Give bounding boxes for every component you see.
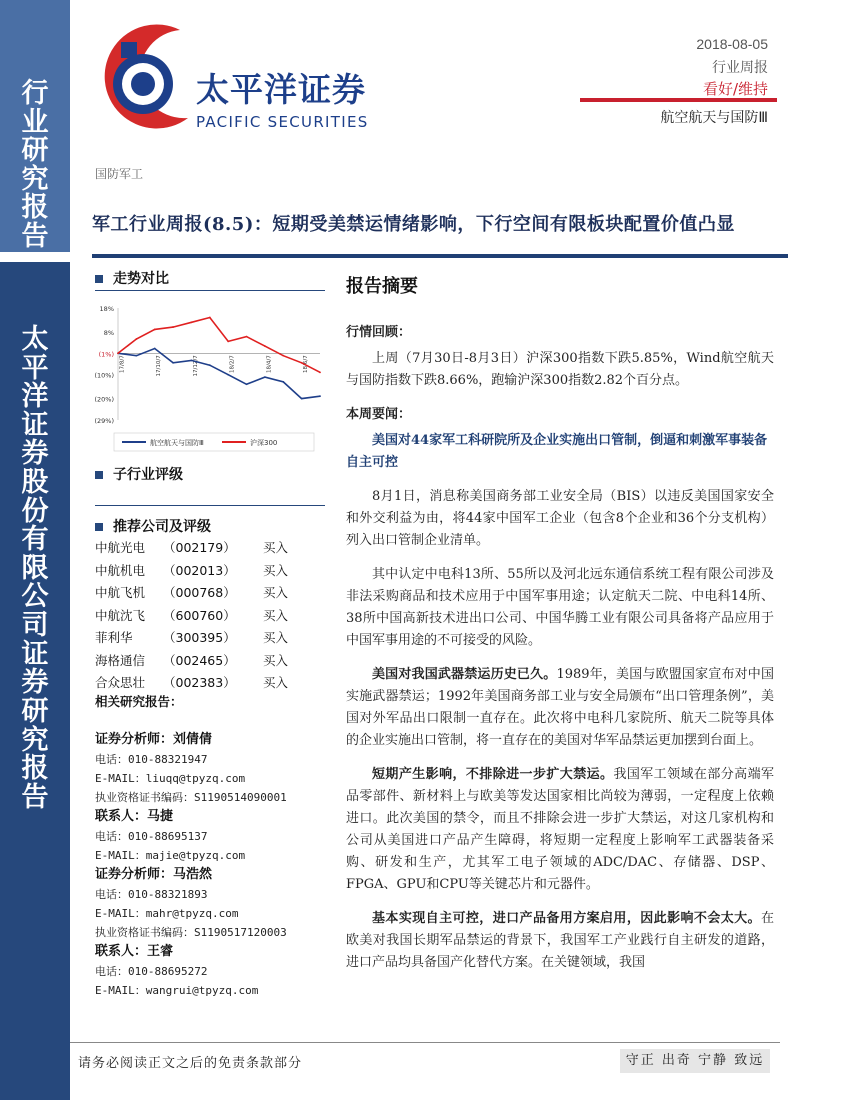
legend-label: 航空航天与国防Ⅲ [150,439,204,447]
company-code: （002383） [163,675,236,690]
company-code: （002013） [163,562,236,578]
report-date: 2018-08-05 [696,36,768,52]
weekly-news-heading: 本周要闻： [346,407,412,422]
paragraph-3-body: 1989年，美国与欧盟国家宣布对中国实施武器禁运；1992年美国商务部工业与安全局颁布“出口管理条例”，美国对外军品出口限制一直存在。此次将中电科几家院所、航天二院等具体的企业实施出口管制，将一直存在的美国对华军品禁运更加摆到台面上。 [346,667,774,748]
contact-block [95,807,325,865]
sidebar-char: 行 [21,78,49,109]
series-point [135,355,137,357]
list-item [95,651,305,674]
sidebar-char: 有 [21,524,49,556]
x-tick-label: 18/6/7 [303,355,310,373]
company-rating: 买入 [263,607,289,623]
contact-name: 证券分析师：马浩然 [95,867,213,882]
list-item [95,628,305,651]
news-highlight: 美国对44家军工科研院所及企业实施出口管制，倒逼和刺激军事装备自主可控 [346,433,768,470]
report-title: 军工行业周报(8.5)：短期受美禁运情绪影响，下行空间有限板块配置价值凸显 [92,214,735,235]
company-code: （000768） [163,585,236,600]
series-point [191,360,193,362]
list-item [95,583,305,606]
logo-chinese-name: 太平洋证券 [196,70,366,109]
contact-line: 执业资格证书编码：S1190514090001 [95,791,287,804]
contact-line: 执业资格证书编码：S1190517120003 [95,926,287,939]
title-divider [92,254,788,258]
company-code: （600760） [163,607,236,623]
company-rating: 买入 [263,585,289,600]
news-paragraph-1: 8月1日，消息称美国商务部工业安全局（BIS）以违反美国国家安全和外交利益为由，将44家中国军工企业（包含8个企业和36个分支机构）列入出口管制企业清单。 [346,489,774,548]
sidebar-char: 股 [21,467,49,499]
sidebar-char: 太 [21,324,49,355]
series-point [246,336,248,338]
logo-emblem-icon [88,22,198,140]
market-review-heading: 行情回顾： [346,325,412,340]
series-line-0 [118,349,320,399]
series-point [282,355,284,357]
industry-rating: 看好/维持 [702,80,768,98]
trend-heading: 走势对比 [95,268,169,288]
x-tick-label: 18/4/7 [266,355,273,373]
y-tick-label: (10%) [94,371,114,380]
sidebar-char: 公 [21,581,49,613]
contact-name: 证券分析师：刘倩倩 [95,732,213,747]
company-name: 中航光电 [95,540,146,555]
company-rating: 买入 [263,675,289,690]
header-red-rule [580,98,777,102]
paragraph-4-body: 我国军工领域在部分高端军品零部件、新材料上与欧美等发达国家相比尚较为薄弱，一定程度上依赖进口。此次美国的禁令，而且不排除会进一步扩大禁运，对这几家机构和公司从美国进口产品产生障碍，将短期一定程度上影响军工武器装备采购、研发和生产，尤其军工电子领域的ADC/DAC、存储器、DSP、FPGA、GPU和CPU等关键芯片和元器件。 [346,767,774,892]
news-paragraph-4 [346,764,774,896]
market-review-text: 上周（7月30日-8月3日）沪深300指数下跌5.85%，Wind航空航天与国防指数下跌8.66%，跑输沪深300指数2.82个百分点。 [346,351,774,388]
y-tick-label: (20%) [94,395,114,404]
company-code: （300395） [163,630,236,645]
company-rating: 买入 [263,562,289,578]
logo-english-name: PACIFIC SECURITIES [196,113,369,131]
x-tick-label: 17/12/7 [192,355,199,377]
series-point [172,362,174,364]
company-name: 中航飞机 [95,585,146,600]
series-point [264,345,266,347]
sidebar-char: 证 [21,638,49,670]
series-point [301,362,303,364]
contact-line: 电话：010-88321893 [95,888,208,901]
report-type: 行业周报 [712,60,768,76]
company-name: 菲利华 [95,630,133,645]
list-item [95,538,305,561]
sidebar-char: 券 [21,438,49,470]
sidebar-char: 究 [21,724,49,756]
x-tick-label: 18/2/7 [229,355,236,373]
series-point [301,398,303,400]
contact-line: E-MAIL：liuqq@tpyzq.com [95,772,246,785]
y-tick-label: 18% [99,305,114,313]
company-name: 合众思壮 [95,675,146,690]
sidebar-char: 份 [21,495,49,527]
sidebar-char: 研 [21,135,49,167]
series-point [319,395,321,397]
series-point [209,364,211,366]
recommended-companies-list [95,538,305,696]
sidebar-char: 司 [21,610,49,642]
contact-line: E-MAIL：mahr@tpyzq.com [95,907,239,920]
series-point [117,352,119,354]
company-code: （002465） [163,652,236,668]
x-tick-label: 17/8/7 [119,355,126,373]
recommended-companies-heading: 推荐公司及评级 [95,516,211,536]
series-point [282,381,284,383]
trend-chart [92,300,328,460]
news-paragraph-3 [346,664,774,752]
contact-line: 电话：010-88321947 [95,753,208,766]
news-paragraph-5 [346,908,774,974]
series-point [264,376,266,378]
contact-block [95,942,325,1000]
series-point [209,317,211,319]
series-point [154,329,156,331]
sidebar-char: 报 [21,753,49,785]
series-point [191,321,193,323]
footer-motto: 守正 出奇 宁静 致远 [620,1049,770,1073]
company-rating: 买入 [263,652,289,668]
series-point [227,340,229,342]
contact-name: 联系人：王睿 [95,944,174,959]
sidebar-char: 券 [21,667,49,699]
company-rating: 买入 [263,540,289,555]
company-code: （002179） [163,540,236,555]
related-reports-heading: 相关研究报告： [95,694,183,709]
abstract-title: 报告摘要 [346,276,418,297]
x-tick-label: 17/10/7 [156,355,163,377]
list-item [95,561,305,584]
analyst-contacts [95,730,325,1000]
category-label: 国防军工 [95,167,144,181]
list-item [95,606,305,629]
series-point [227,374,229,376]
sidebar-char: 业 [21,106,49,138]
paragraph-5-lead: 基本实现自主可控，进口产品备用方案启用，因此影响不会太大。 [372,911,761,926]
paragraph-4-lead: 短期产生影响，不排除进一步扩大禁运。 [372,767,614,782]
contact-block [95,730,325,807]
paragraph-5-body: 在欧美对我国长期军品禁运的背景下，我国军工产业践行自主研发的道路，进口产品均具备国产化替代方案。在关键领域，我国 [346,911,774,970]
sidebar-char: 告 [21,781,49,813]
sub-industry-rating-heading: 子行业评级 [95,464,183,484]
series-line-1 [118,318,320,373]
footer-disclaimer: 请务必阅读正文之后的免责条款部分 [78,1056,303,1071]
contact-block [95,865,325,942]
contact-line: 电话：010-88695272 [95,965,208,978]
y-tick-label: (1%) [98,350,114,359]
series-point [154,348,156,350]
contact-name: 联系人：马捷 [95,809,174,824]
sidebar-char: 研 [21,695,49,727]
company-name: 海格通信 [95,652,146,668]
contact-line: E-MAIL：wangrui@tpyzq.com [95,984,259,997]
series-point [319,371,321,373]
company-logo [88,22,378,140]
abstract-body [346,322,774,980]
sidebar-char: 平 [21,352,49,384]
sector-name: 航空航天与国防Ⅲ [660,110,768,126]
y-tick-label: 8% [103,328,114,337]
trend-chart-svg [92,300,328,460]
company-name: 中航沈飞 [95,607,146,623]
series-point [172,326,174,328]
company-rating: 买入 [263,630,289,645]
sidebar-char: 限 [21,552,49,584]
contact-line: 电话：010-88695137 [95,830,208,843]
news-paragraph-2: 其中认定中电科13所、55所以及河北远东通信系统工程有限公司涉及非法采购商品和技术应用于中国军事用途；认定航天二院、中电科14所、38所中国高新技术进出口公司、中国华腾工业有限公司具备将产品应用于中国军事用途的不可接受的风险。 [346,567,774,648]
paragraph-3-lead: 美国对我国武器禁运历史已久。 [372,667,557,682]
sidebar-char: 报 [21,192,49,224]
sidebar-report-type-vertical [0,80,70,252]
legend-label: 沪深300 [250,439,278,447]
footer-rule [70,1042,780,1043]
y-tick-label: (29%) [94,417,114,425]
sidebar-char: 证 [21,409,49,441]
sidebar-char: 洋 [21,381,49,413]
sub-industry-rule [95,505,325,506]
series-point [246,383,248,385]
contact-line: E-MAIL：majie@tpyzq.com [95,849,246,862]
sidebar-company-vertical [0,326,70,812]
trend-heading-rule [95,290,325,291]
sidebar-char: 究 [21,163,49,195]
series-point [135,338,137,340]
company-name: 中航机电 [95,562,146,578]
sidebar-char: 告 [21,221,49,253]
